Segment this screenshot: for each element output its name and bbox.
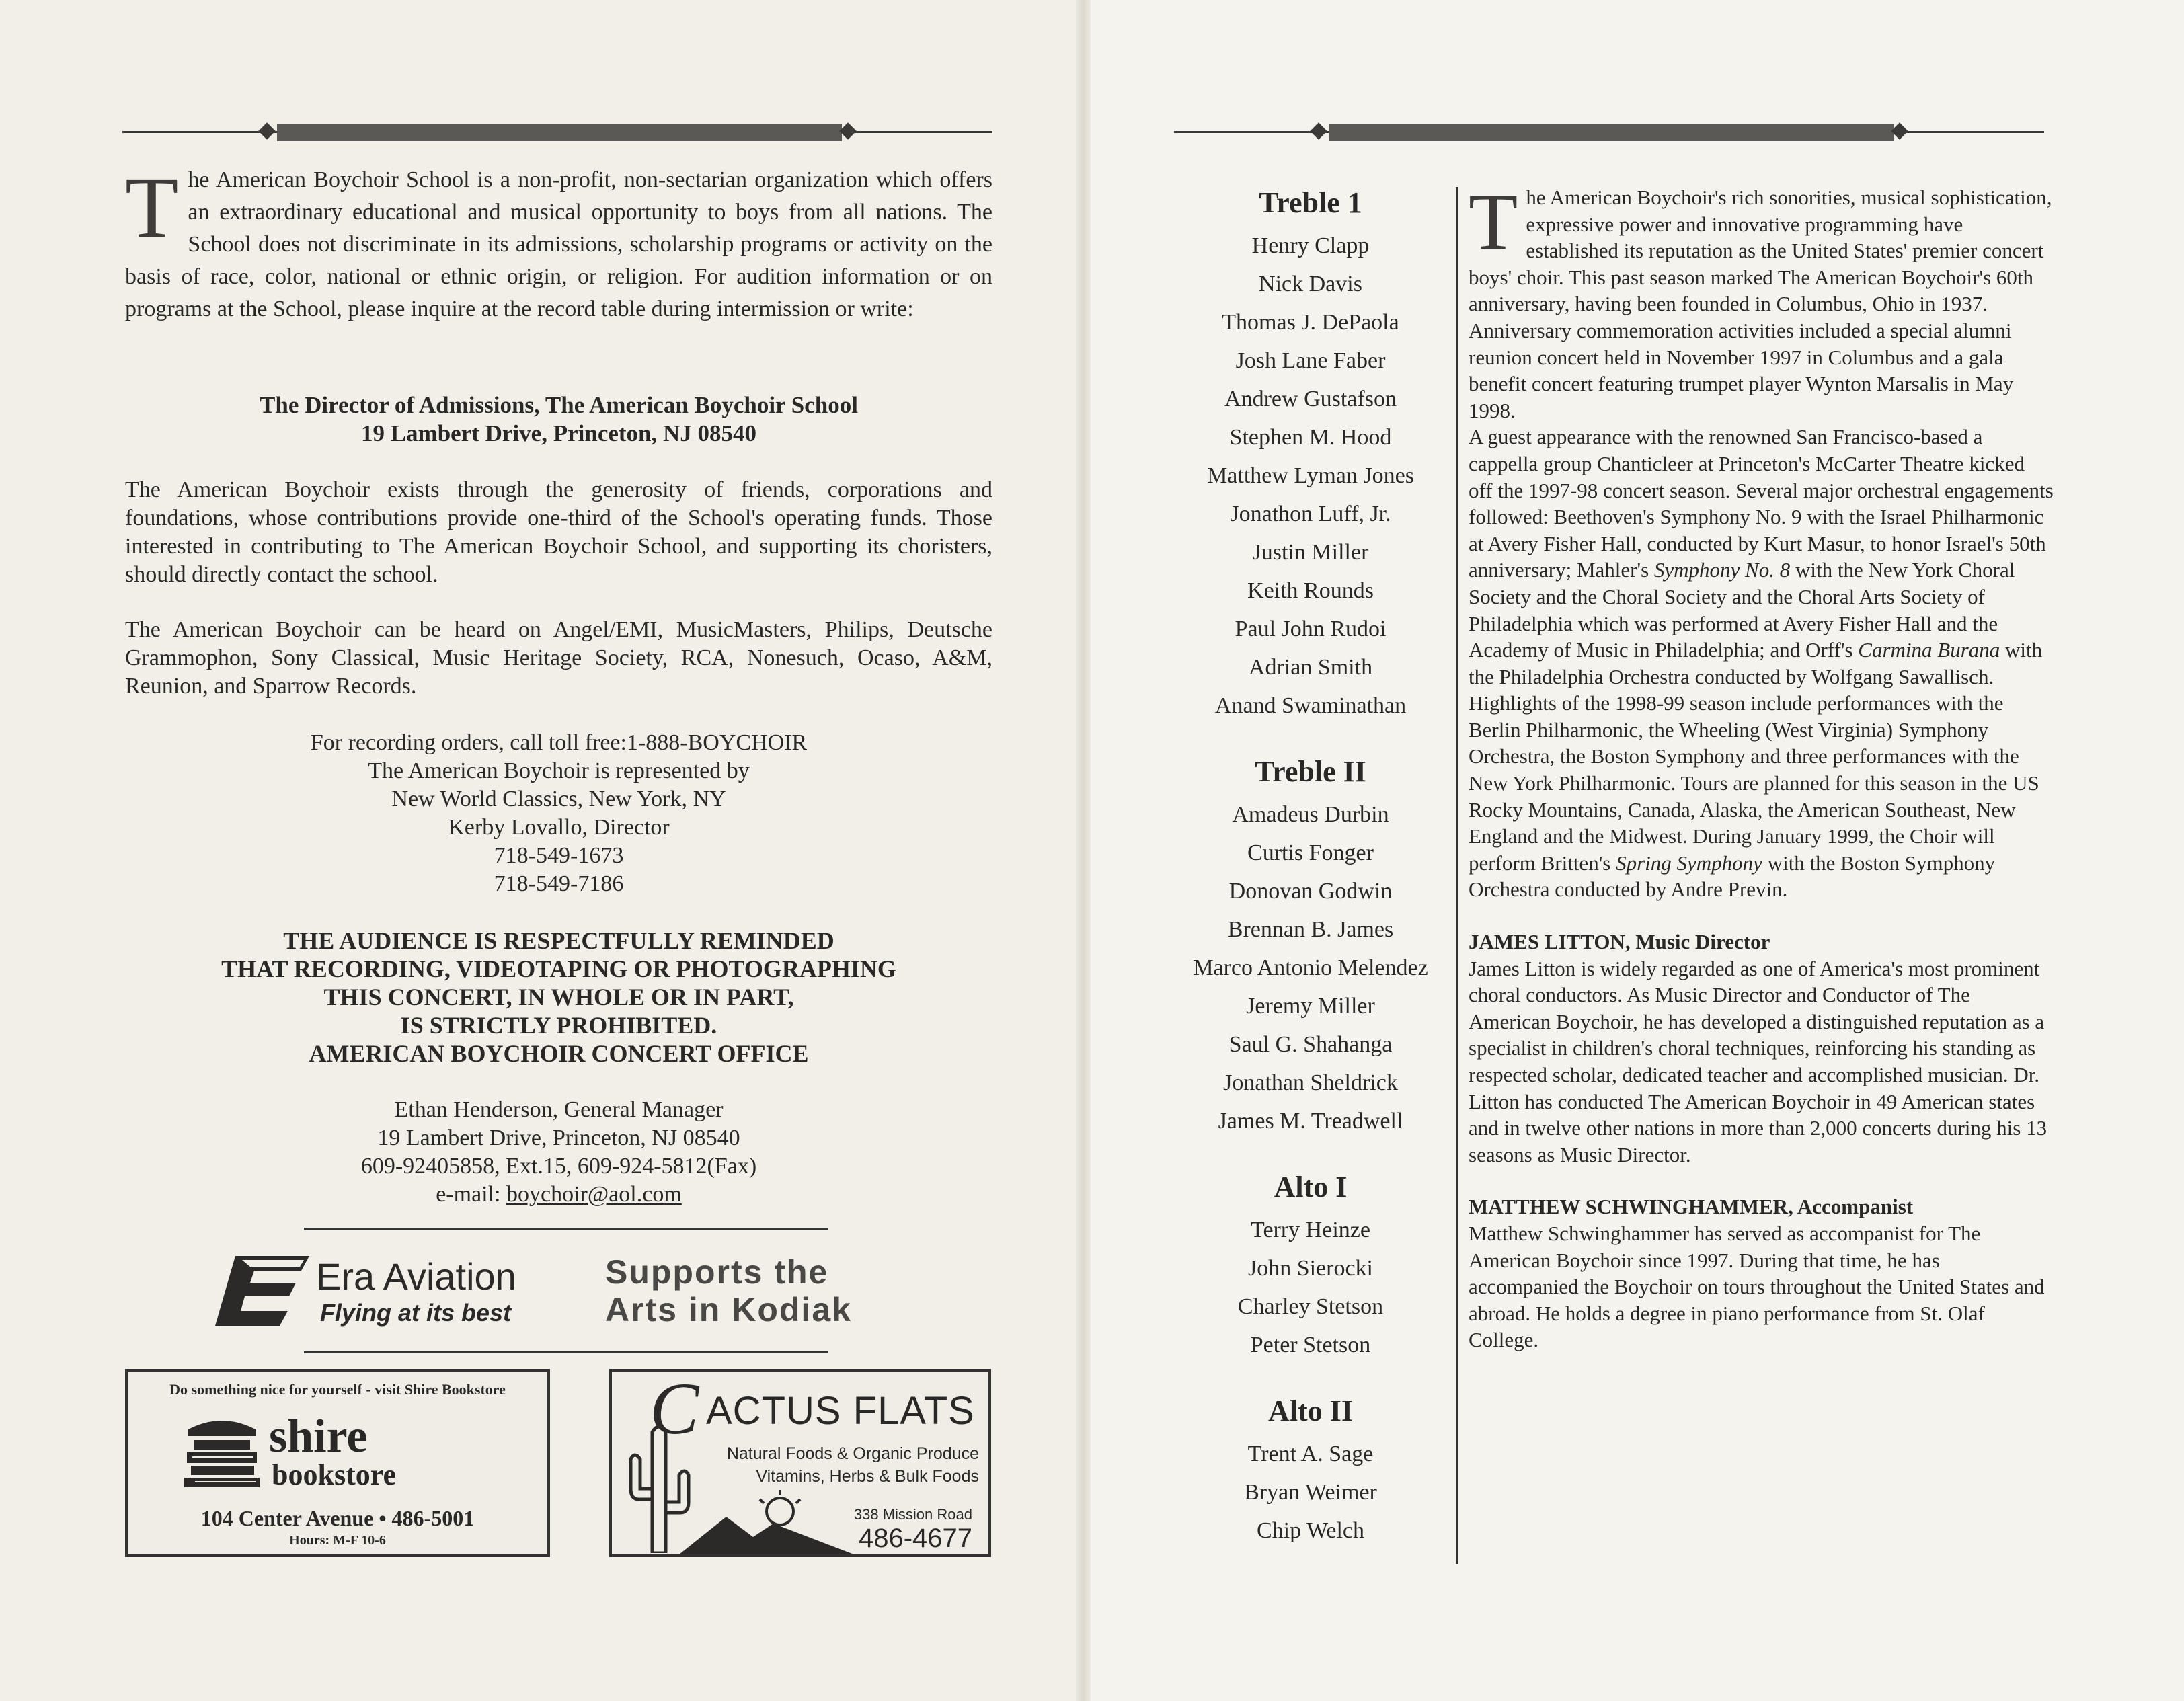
treble-2-section [1173,754,1448,1140]
recording-info [125,729,992,898]
choir-roster [1173,186,1448,1579]
roster-name: Henry Clapp [1251,233,1370,258]
recording-line-5: 718-549-1673 [494,843,624,868]
concert-office [125,1096,992,1209]
era-logo-icon [215,1256,309,1330]
shire-hours: Hours: M-F 10-6 [289,1533,386,1548]
notice-line-3: THIS CONCERT, IN WHOLE OR IN PART, [323,984,794,1011]
shire-top-line: Do something nice for yourself - visit Shire Bookstore [169,1381,506,1398]
roster-name: Chip Welch [1256,1518,1364,1543]
cactus-line-1: Natural Foods & Organic Produce [726,1444,979,1463]
cactus-c: C [650,1368,699,1450]
history-text-2d: with the Boston Symphony Orchestra conducted by Andre Previn. [1469,850,1996,902]
history-paragraph-2 [1469,424,2054,903]
alto-2-section [1173,1394,1448,1550]
shire-address: 104 Center Avenue • 486-5001 [200,1506,475,1530]
roster-name: John Sierocki [1247,1256,1374,1281]
boychoir-history [1469,177,2054,1353]
history-text-2b: with the New York Choral Society and the Choral Society and the Choral Arts Society of Philadelphia which was performed at Avery Fisher Hall and the Academy of Music in Philadelphia; and Orff's [1469,558,2015,662]
schwinghammer-heading-role: Accompanist [1793,1195,1914,1219]
alto-2-title: Alto II [1268,1394,1353,1427]
roster-name: Jeremy Miller [1246,994,1375,1019]
roster-name: Brennan B. James [1227,917,1394,942]
notice-line-4: IS STRICTLY PROHIBITED. [400,1012,717,1039]
cactus-line-2: Vitamins, Herbs & Bulk Foods [756,1467,979,1486]
era-aviation-ad [215,1252,901,1335]
recording-line-2: The American Boychoir is represented by [368,758,750,783]
era-name: Era Aviation [316,1255,516,1298]
litton-heading [1469,928,2054,955]
litton-section [1469,928,2054,1168]
column-divider [1456,187,1458,1564]
roster-name: Thomas J. DePaola [1222,310,1399,335]
roster-name: Charley Stetson [1237,1294,1384,1319]
admissions-address [125,391,992,448]
cactus-flats-ad [609,1369,991,1557]
era-tagline: Flying at its best [320,1299,512,1327]
intro-text: he American Boychoir School is a non-profit, non-sectarian organization which offers an extraordinary educational and musical opportunity to boys from all nations. The School does not discriminate in its admissions, scholarship programs or activity on the basis of race, color, national or ethnic origin, or religion. For audition information or on programs at the School, please inquire at the record table during intermission or write: [125,167,992,321]
litton-heading-role: Music Director [1630,930,1770,954]
roster-name: Marco Antonio Melendez [1193,955,1428,980]
shire-bookstore-word: bookstore [272,1458,396,1491]
office-email-line [125,1181,992,1209]
recording-line-4: Kerby Lovallo, Director [448,815,670,840]
intro-dropcap: T [125,159,179,256]
cactus-address: 338 Mission Road [853,1506,972,1523]
roster-name: Peter Stetson [1250,1333,1371,1357]
roster-name: Donovan Godwin [1228,879,1393,904]
notice-line-2: THAT RECORDING, VIDEOTAPING OR PHOTOGRAPHING [221,955,896,982]
support-paragraph [125,476,992,589]
books-stack-icon [182,1416,262,1490]
shire-name: shire [269,1411,368,1462]
notice-line-1: THE AUDIENCE IS RESPECTFULLY REMINDED [283,927,834,954]
roster-name: Saul G. Shahanga [1228,1032,1393,1057]
treble-1-title: Treble 1 [1259,186,1362,219]
roster-name: Amadeus Durbin [1232,802,1389,827]
era-support: Supports the Arts in Kodiak [605,1253,852,1329]
roster-name: Justin Miller [1252,540,1369,565]
address-line-2: 19 Lambert Drive, Princeton, NJ 08540 [360,420,757,446]
roster-name: Matthew Lyman Jones [1207,463,1414,488]
email-label: e-mail: [436,1182,507,1207]
roster-name: Josh Lane Faber [1235,348,1386,373]
litton-bio: James Litton is widely regarded as one of America's most prominent choral conductors. As Music Director and Conductor of The American Boychoir, he has developed a distinguished reputation as a specialist in children's choral techniques, reinforcing his standing as respected scholar, dedicated teacher and accomplished musician. Dr. Litton has conducted The American Boychoir in 49 American states and in twelve other nations in more than 2,000 concerts during his 13 seasons as Music Director. [1469,956,2048,1166]
schwinghammer-heading [1469,1193,2054,1220]
left-top-ornament [122,121,992,144]
spring-symphony-title: Spring Symphony [1616,850,1762,875]
roster-name: Andrew Gustafson [1224,387,1397,411]
treble-1-section [1173,186,1448,725]
alto-1-title: Alto I [1274,1171,1348,1203]
ad-divider-top [304,1228,828,1230]
email-link[interactable]: boychoir@aol.com [506,1182,682,1207]
schwinghammer-bio: Matthew Schwinghammer has served as accompanist for The American Boychoir since 1997. During that time, he has accompanied the Boychoir on tours throughout the United States and abroad. He holds a degree in piano performance from St. Olaf College. [1469,1221,2045,1352]
roster-name: Trent A. Sage [1247,1441,1374,1466]
roster-name: Nick Davis [1259,272,1362,296]
history-text-2c: with the Philadelphia Orchestra conducted by Wolfgang Sawallisch. Highlights of the 1998-99 season include performances with the Berlin Philharmonic, the Wheeling (West Virginia) Symphony Orchestra, the Boston Symphony and three performances with the New York Philharmonic. Tours are planned for this season in the US Rocky Mountains, Canada, Alaska, the American Southeast, New England and the Midwest. During January 1999, the Choir will perform Britten's [1469,638,2043,875]
cactus-name: ACTUS FLATS [706,1389,975,1433]
office-line-2: 19 Lambert Drive, Princeton, NJ 08540 [377,1125,740,1150]
roster-name: Adrian Smith [1248,655,1373,680]
mahler-title: Symphony No. 8 [1653,558,1791,582]
roster-name: James M. Treadwell [1218,1109,1403,1134]
history-text-1: he American Boychoir's rich sonorities, musical sophistication, expressive power and innovative programming have established its reputation as the United States' premier concert boys' choir. This past season marked The American Boychoir's 60th anniversary, having been founded in Columbus, Ohio in 1937. Anniversary commemoration activities included a special alumni reunion concert held in November 1997 in Columbus and a gala benefit concert featuring trumpet player Wynton Marsalis in May 1998. [1469,186,2052,422]
carmina-title: Carmina Burana [1858,638,2000,662]
right-top-ornament [1174,121,2044,144]
recording-line-6: 718-549-7186 [494,871,624,896]
roster-name: Curtis Fonger [1247,840,1374,865]
litton-heading-name: JAMES LITTON, [1469,930,1631,954]
roster-name: Stephen M. Hood [1229,425,1392,450]
cactus-phone: 486-4677 [858,1524,972,1553]
alto-1-section [1173,1170,1448,1364]
booklet-spine [1076,0,1091,1701]
intro-paragraph [125,159,992,325]
roster-name: Jonathon Luff, Jr. [1230,502,1391,526]
labels-paragraph [125,616,992,701]
history-text-2a: A guest appearance with the renowned San Francisco-based a cappella group Chanticleer at Princeton's McCarter Theatre kicked off the 1997-98 concert season. Several major orchestral engagements followed: Beethoven's Symphony No. 9 with the Israel Philharmonic at Avery Fisher Hall, conducted by Kurt Masur, to honor Israel's 50th anniversary; Mahler's [1469,425,2054,582]
roster-name: Anand Swaminathan [1214,693,1407,718]
roster-name: Keith Rounds [1247,578,1374,603]
ad-divider-bottom [304,1351,828,1353]
schwinghammer-section [1469,1193,2054,1353]
roster-name: Jonathan Sheldrick [1223,1070,1398,1095]
notice-line-5: AMERICAN BOYCHOIR CONCERT OFFICE [309,1040,809,1067]
recording-line-1: For recording orders, call toll free:1-888-BOYCHOIR [310,730,808,755]
address-line-1: The Director of Admissions, The American Boychoir School [260,392,858,418]
roster-name: Bryan Weimer [1244,1480,1377,1505]
treble-2-title: Treble II [1255,755,1366,788]
roster-name: Paul John Rudoi [1235,617,1387,641]
desert-mountain-icon [679,1490,854,1554]
labels-text: The American Boychoir can be heard on Angel/EMI, MusicMasters, Philips, Deutsche Grammophon, Sony Classical, Music Heritage Society, RCA, Nonesuch, Ocaso, A&M, Reunion, and Sparrow Records. [125,617,992,699]
history-paragraph-1 [1469,177,2054,424]
audience-notice [125,926,992,1068]
office-line-3: 609-92405858, Ext.15, 609-924-5812(Fax) [360,1154,757,1179]
history-dropcap: T [1469,177,1518,266]
roster-name: Terry Heinze [1251,1218,1370,1242]
schwinghammer-heading-name: MATTHEW SCHWINGHAMMER, [1469,1195,1793,1219]
recording-line-3: New World Classics, New York, NY [391,787,726,812]
office-line-1: Ethan Henderson, General Manager [394,1097,724,1122]
support-text: The American Boychoir exists through the generosity of friends, corporations and foundations, whose contributions provide one-third of the School's operating funds. Those interested in contributing to The American Boychoir School, and supporting its choristers, should directly contact the school. [125,477,992,587]
shire-bookstore-ad [125,1369,550,1557]
